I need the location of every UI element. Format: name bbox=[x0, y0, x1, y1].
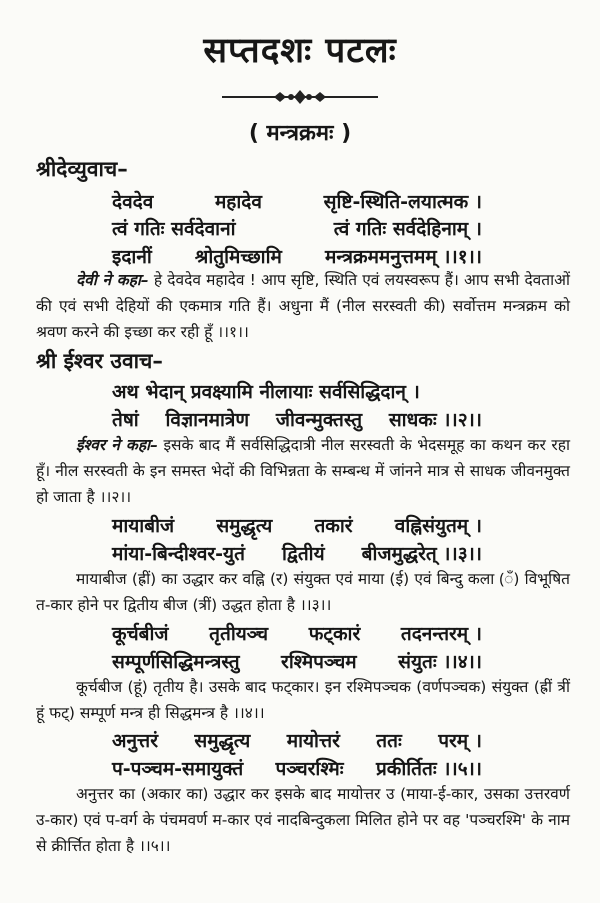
verse-word: फट्कारं bbox=[308, 623, 361, 645]
chapter-subtitle: ( मन्त्रक्रमः ) bbox=[248, 121, 352, 146]
verse-word: तृतीयञ्च bbox=[209, 623, 269, 645]
verse-word: अथ भेदान् प्रवक्ष्यामि नीलायाः सर्वसिद्धिदान् । bbox=[112, 381, 420, 403]
verse-word: इदानीं bbox=[112, 246, 152, 268]
verse-word: रश्मिपञ्चम bbox=[281, 651, 357, 673]
verse-word: कूर्चबीजं bbox=[112, 623, 169, 645]
verse-word: बीजमुद्धरेत् ।।३।। bbox=[361, 543, 482, 565]
verse-word: संयुतः ।।४।। bbox=[398, 651, 482, 673]
verse-line bbox=[112, 727, 482, 753]
verse-line bbox=[112, 620, 482, 646]
commentary-paragraph bbox=[36, 432, 570, 510]
verse-word: तकारं bbox=[314, 515, 353, 537]
verse-line bbox=[112, 540, 482, 566]
speaker-ishvar: श्री ईश्वर उवाच– bbox=[36, 349, 163, 373]
commentary-lead: देवी ने कहा– bbox=[76, 271, 149, 289]
commentary-paragraph bbox=[36, 566, 570, 618]
verse-word: विज्ञानमात्रेण bbox=[165, 409, 250, 431]
commentary-text: हे देवदेव महादेव ! आप सृष्टि, स्थिति एवं लयस्वरूप हैं। आप सभी देवताओं की एवं सभी देहियों की एकमात्र गति हैं। अधुना मैं (नील सरस्वती की) सर्वोत्तम मन्त्रक्रम को श्रवण करने की इच्छा कर रही हूँ ।।१।। bbox=[36, 271, 570, 341]
verse-word: समुद्धृत्य bbox=[216, 515, 273, 537]
commentary-text: अनुत्तर का (अकार का) उद्धार कर इसके बाद मायोत्तर उ (माया-ई-कार, उसका उत्तरवर्ण उ-कार) एवं प-वर्ग के पंचमवर्ण म-कार एवं नादबिन्दुकला मिलित होने पर वह 'पञ्चरश्मि' के नाम से क्रीर्त्तित होता है ।।५।। bbox=[36, 785, 570, 855]
verse-word: वह्निसंयुतम् । bbox=[394, 515, 482, 537]
verse-line bbox=[112, 215, 482, 241]
verse-word: सृष्टि-स्थिति-लयात्मक । bbox=[323, 191, 482, 213]
commentary-text: कूर्चबीज (हूं) तृतीय है। उसके बाद फट्कार। इन रश्मिपञ्चक (वर्णपञ्चक) संयुक्त (ह्रीं त्रीं हूं फट्) सम्पूर्ण मन्त्र ही सिद्धमन्त्र है ।।४।। bbox=[36, 678, 570, 722]
verse-word: तेषां bbox=[112, 409, 139, 431]
commentary-paragraph bbox=[36, 267, 570, 345]
verse-line bbox=[112, 378, 482, 404]
verse-word: पञ्चरश्मिः bbox=[275, 758, 344, 780]
verse-word: समुद्धृत्य bbox=[194, 730, 251, 752]
verse-word: प-पञ्चम-समायुक्तं bbox=[112, 758, 244, 780]
commentary-paragraph bbox=[36, 674, 570, 726]
commentary-text: मायाबीज (ह्रीं) का उद्धार कर वह्नि (र) संयुक्त एवं माया (ई) एवं बिन्दु कला (ँ) विभूषित त-कार होने पर द्वितीय बीज (त्रीं) उद्धत होता है ।।३।। bbox=[36, 570, 570, 614]
verse-word: मायोत्तरं bbox=[286, 730, 340, 752]
chapter-title: सप्तदशः पटलः bbox=[203, 31, 397, 71]
verse-word: द्वितीयं bbox=[281, 543, 325, 565]
verse-word: परम् । bbox=[438, 730, 482, 752]
speaker-devi: श्रीदेव्युवाच– bbox=[36, 157, 128, 181]
verse-word: प्रकीर्तितः ।।५।। bbox=[375, 758, 482, 780]
commentary-lead: ईश्वर ने कहा– bbox=[76, 436, 158, 454]
verse-word: सम्पूर्णसिद्धिमन्त्रस्तु bbox=[112, 651, 240, 673]
verse-word: देवदेव bbox=[112, 191, 154, 213]
verse-word: मन्त्रक्रममनुत्तमम् ।।१।। bbox=[324, 246, 482, 268]
verse-line bbox=[112, 406, 482, 432]
commentary-text: इसके बाद मैं सर्वसिद्धिदात्री नील सरस्वती के भेदसमूह का कथन कर रहा हूँ। नील सरस्वती के इन समस्त भेदों की विभिन्नता के सम्बन्ध में जांनने मात्र से साधक जीवनमुक्त हो जाता है ।।२।। bbox=[36, 436, 570, 506]
title-ornament bbox=[222, 87, 378, 107]
verse-word: मांया-बिन्दीश्वर-युतं bbox=[112, 543, 245, 565]
verse-word: त्वं गतिः सर्वदेवानां bbox=[112, 218, 236, 240]
verse-line bbox=[112, 512, 482, 538]
verse-word: महादेव bbox=[214, 191, 262, 213]
verse-line bbox=[112, 648, 482, 674]
verse-line bbox=[112, 243, 482, 269]
verse-line bbox=[112, 755, 482, 781]
commentary-paragraph bbox=[36, 781, 570, 859]
verse-line bbox=[112, 188, 482, 214]
verse-word: श्रोतुमिच्छामि bbox=[194, 246, 282, 268]
verse-word: ततः bbox=[376, 730, 402, 752]
verse-word: अनुत्तरं bbox=[112, 730, 158, 752]
verse-word: जीवन्मुक्तस्तु bbox=[275, 409, 363, 431]
verse-word: मायाबीजं bbox=[112, 515, 175, 537]
verse-word: त्वं गतिः सर्वदेहिनाम् । bbox=[333, 218, 482, 240]
verse-word: साधकः ।।२।। bbox=[388, 409, 482, 431]
verse-word: तदनन्तरम् । bbox=[400, 623, 482, 645]
